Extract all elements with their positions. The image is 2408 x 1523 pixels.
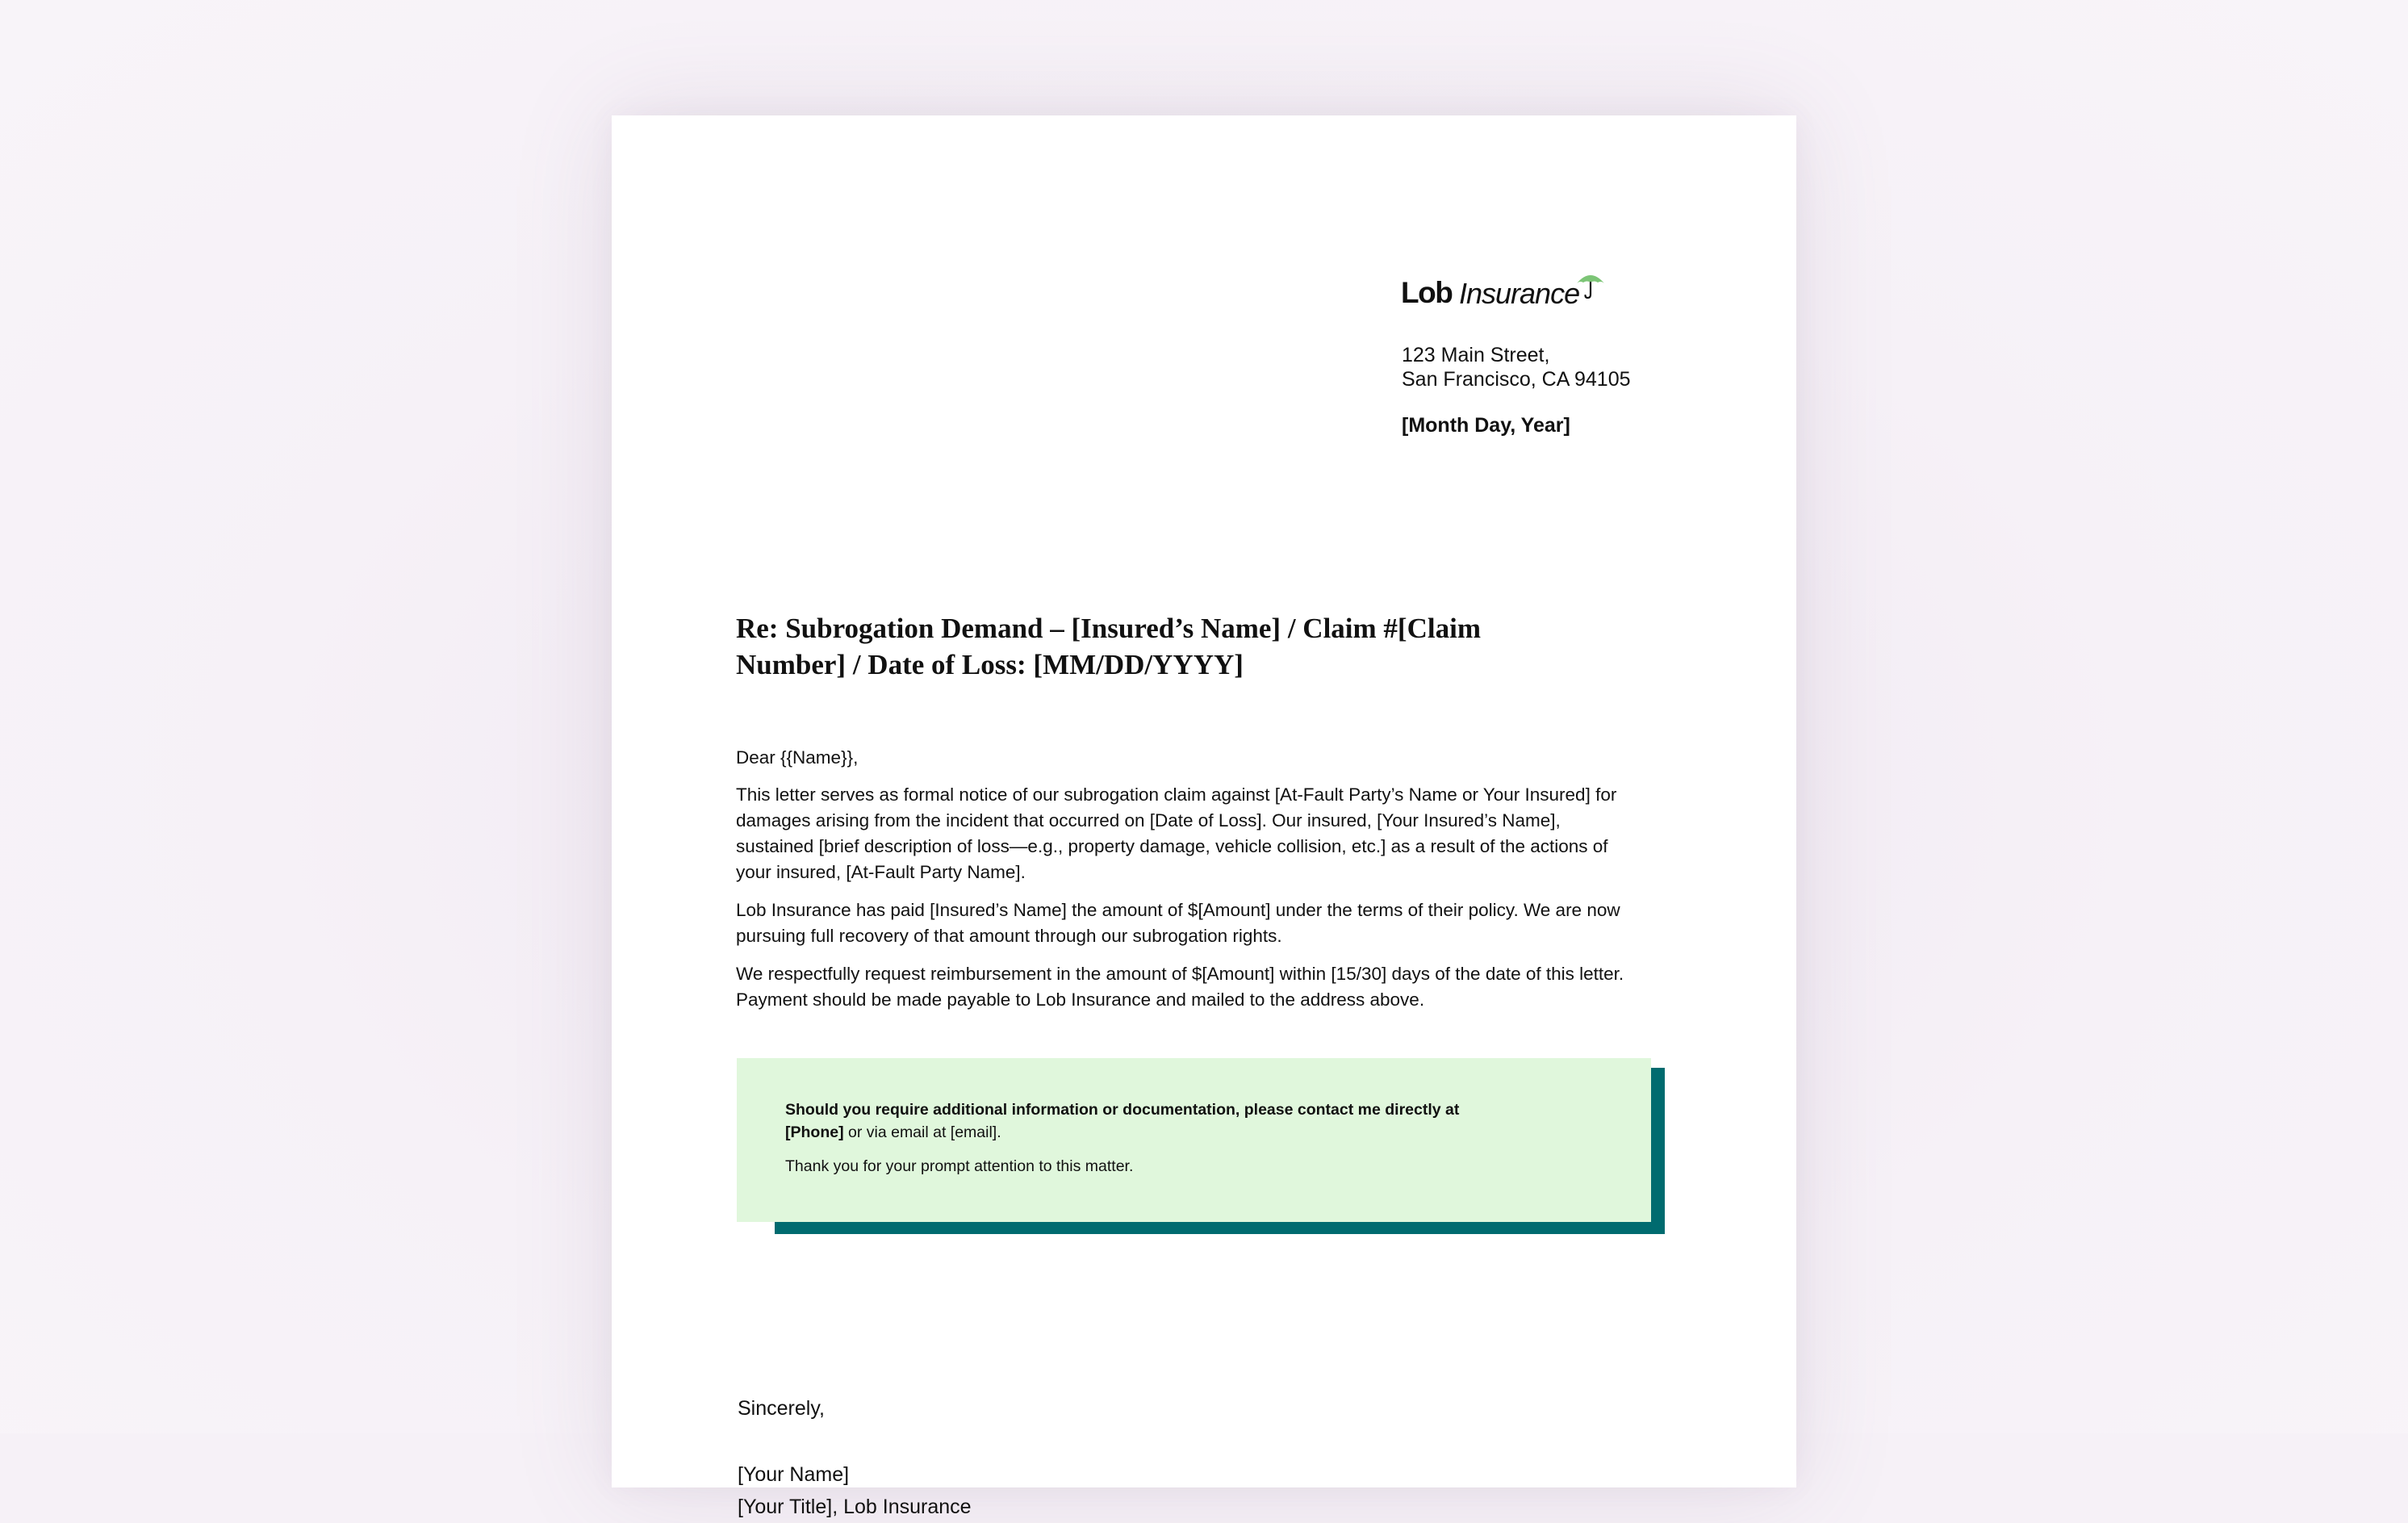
callout-contact: [785, 1098, 1511, 1144]
callout-thanks: Thank you for your prompt attention to this matter.: [785, 1157, 1134, 1175]
callout-contact-rest: or via email at [email].: [843, 1123, 1001, 1141]
letter-date: [Month Day, Year]: [1402, 414, 1570, 437]
callout-content: [785, 1098, 1511, 1178]
letter-body: [736, 745, 1632, 1025]
lob-insurance-logo: [1401, 273, 1611, 320]
address-line-1: 123 Main Street,: [1402, 344, 1550, 366]
letter-subject: Re: Subrogation Demand – [Insured’s Name] / Claim #[Claim Number] / Date of Loss: [MM/DD/YYYY]: [736, 613, 1481, 680]
sign-off: Sincerely,: [738, 1397, 825, 1420]
contact-callout: [737, 1058, 1651, 1222]
signer-title: [Your Title], Lob Insurance: [738, 1496, 972, 1518]
address-line-2: San Francisco, CA 94105: [1402, 368, 1631, 391]
paragraph-request: We respectfully request reimbursement in the amount of $[Amount] within [15/30] days of the date of this letter. Payment should be made payable to Lob Insurance and mailed to the address above.: [736, 964, 1624, 1010]
greeting: Dear {{Name}},: [736, 747, 859, 768]
logo-brand-italic: Insurance: [1459, 277, 1580, 310]
sender-address: [1402, 343, 1631, 391]
logo-brand-bold: Lob: [1401, 276, 1453, 309]
paragraph-payment: Lob Insurance has paid [Insured’s Name] the amount of $[Amount] under the terms of their policy. We are now pursuing full recovery of that amount through our subrogation rights.: [736, 900, 1620, 946]
signer-name: [Your Name]: [738, 1463, 850, 1486]
letter-page: [612, 115, 1796, 1518]
paragraph-notice: This letter serves as formal notice of our subrogation claim against [At-Fault Party’s Name or Your Insured] for damages arising from the incident that occurred on [Date of Loss]. Our insured, [Your Insured’s Name], sustained [brief description of loss—e.g., property damage, vehicle collision, etc.] as a result of the actions of your insured, [At-Fault Party Name].: [736, 785, 1617, 882]
letter-closing: [738, 1392, 972, 1523]
callout-contact-bold: Should you require additional information or documentation, please contact me directly at [Phone]: [785, 1101, 1460, 1141]
signature-gap: [738, 1425, 972, 1458]
umbrella-icon: [1574, 268, 1607, 300]
